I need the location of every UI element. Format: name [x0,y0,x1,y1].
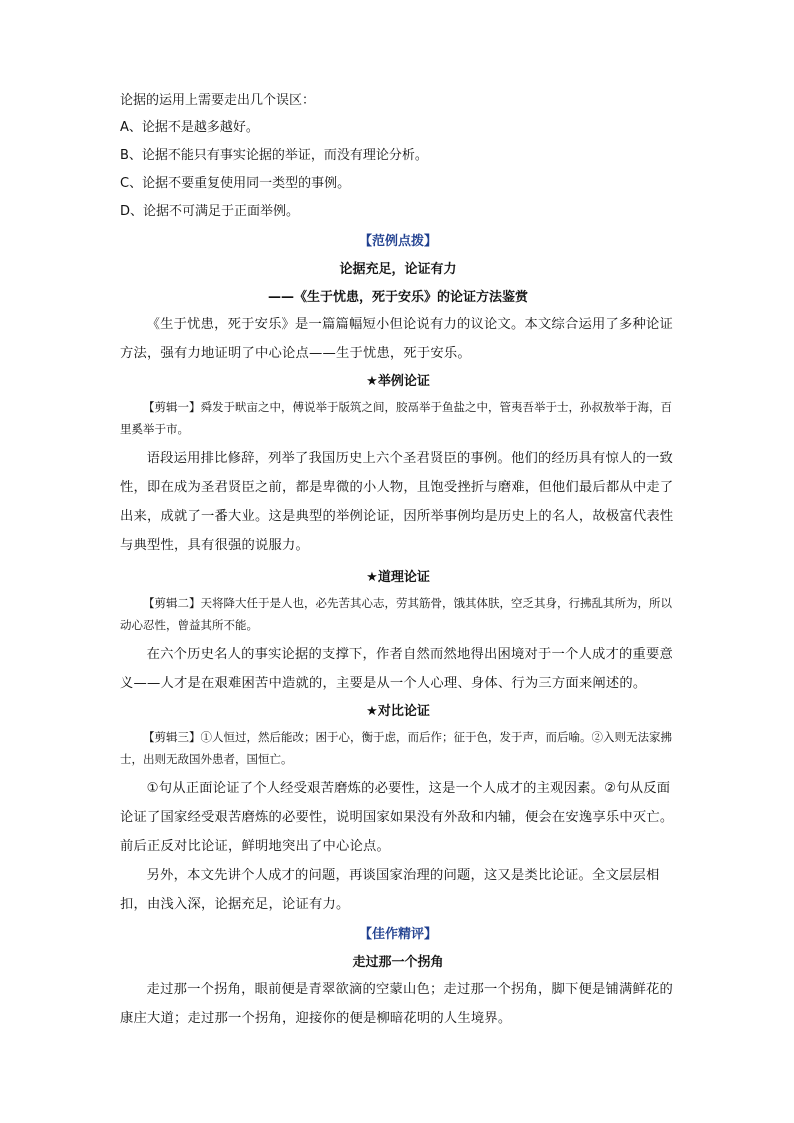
page-content [120,88,676,1033]
example-section-intro: 《生于忧患，死于安乐》是一篇篇幅短小但论说有力的议论文。本文综合运用了多种论证方法，强有力地证明了中心论点——生于忧患，死于安乐。 [120,317,673,361]
part-analysis-2: 在六个历史名人的事实论据的支撑下，作者自然而然地得出困境对于一个人成才的重要意义——人才是在艰难困苦中造就的，主要是从一个人心理、身体、行为三方面来阐述的。 [120,647,673,691]
part-analysis-3b: 另外，本文先讲个人成才的问题，再谈国家治理的问题，这又是类比论证。全文层层相扣，由浅入深，论据充足，论证有力。 [120,868,660,912]
part-quote-2: 【剪辑二】天将降大任于是人也，必先苦其心志，劳其筋骨，饿其体肤，空乏其身，行拂乱其所为，所以动心忍性，曾益其所不能。 [120,596,672,632]
part-analysis-3a: ①句从正面论证了个人经受艰苦磨炼的必要性，这是一个人成才的主观因素。②句从反面论证了国家经受艰苦磨炼的必要性，说明国家如果没有外敌和内辅，便会在安逸享乐中灭亡。前后正反对比论证，鲜明地突出了中心论点。 [120,781,674,854]
misconception-item-b: B、论据不能只有事实论据的举证，而没有理论分析。 [120,148,428,163]
example-section-label: 【范例点拨】 [358,234,437,249]
example-section-title: 论据充足，论证有力 [339,262,457,277]
essay-title: 走过那一个拐角 [352,955,444,970]
misconception-item-c: C、论据不要重复使用同一类型的事例。 [120,176,351,191]
part-analysis-1: 语段运用排比修辞，列举了我国历史上六个圣君贤臣的事例。他们的经历具有惊人的一致性，即在成为圣君贤臣之前，都是卑微的小人物，且饱受挫折与磨难，但他们最后都从中走了出来，成就了一番大业。这是典型的举例论证，因所举事例均是历史上的名人，故极富代表性与典型性，具有很强的说服力。 [120,451,674,553]
misconceptions-intro: 论据的运用上需要走出几个误区： [120,93,316,108]
part-quote-3: 【剪辑三】①人恒过，然后能改；困于心，衡于虑，而后作；征于色，发于声，而后喻。②入则无法家拂士，出则无敌国外患者，国恒亡。 [120,730,672,766]
essay-paragraph: 走过那一个拐角，眼前便是青翠欲滴的空蒙山色；走过那一个拐角，脚下便是铺满鲜花的康庄大道；走过那一个拐角，迎接你的便是柳暗花明的人生境界。 [120,982,673,1026]
part-quote-1: 【剪辑一】舜发于畎亩之中，傅说举于版筑之间，胶鬲举于鱼盐之中，管夷吾举于士，孙叔敖举于海，百里奚举于市。 [120,400,672,436]
misconception-item-a: A、论据不是越多越好。 [120,120,259,135]
part-heading-contrast-argument: ★对比论证 [366,704,430,719]
example-section-subtitle: ——《生于忧患，死于安乐》的论证方法鉴赏 [267,290,528,305]
part-heading-example-argument: ★举例论证 [366,374,430,389]
part-heading-reasoning-argument: ★道理论证 [366,570,430,585]
essay-section-label: 【佳作精评】 [358,927,437,942]
misconception-item-d: D、论据不可满足于正面举例。 [120,204,300,219]
